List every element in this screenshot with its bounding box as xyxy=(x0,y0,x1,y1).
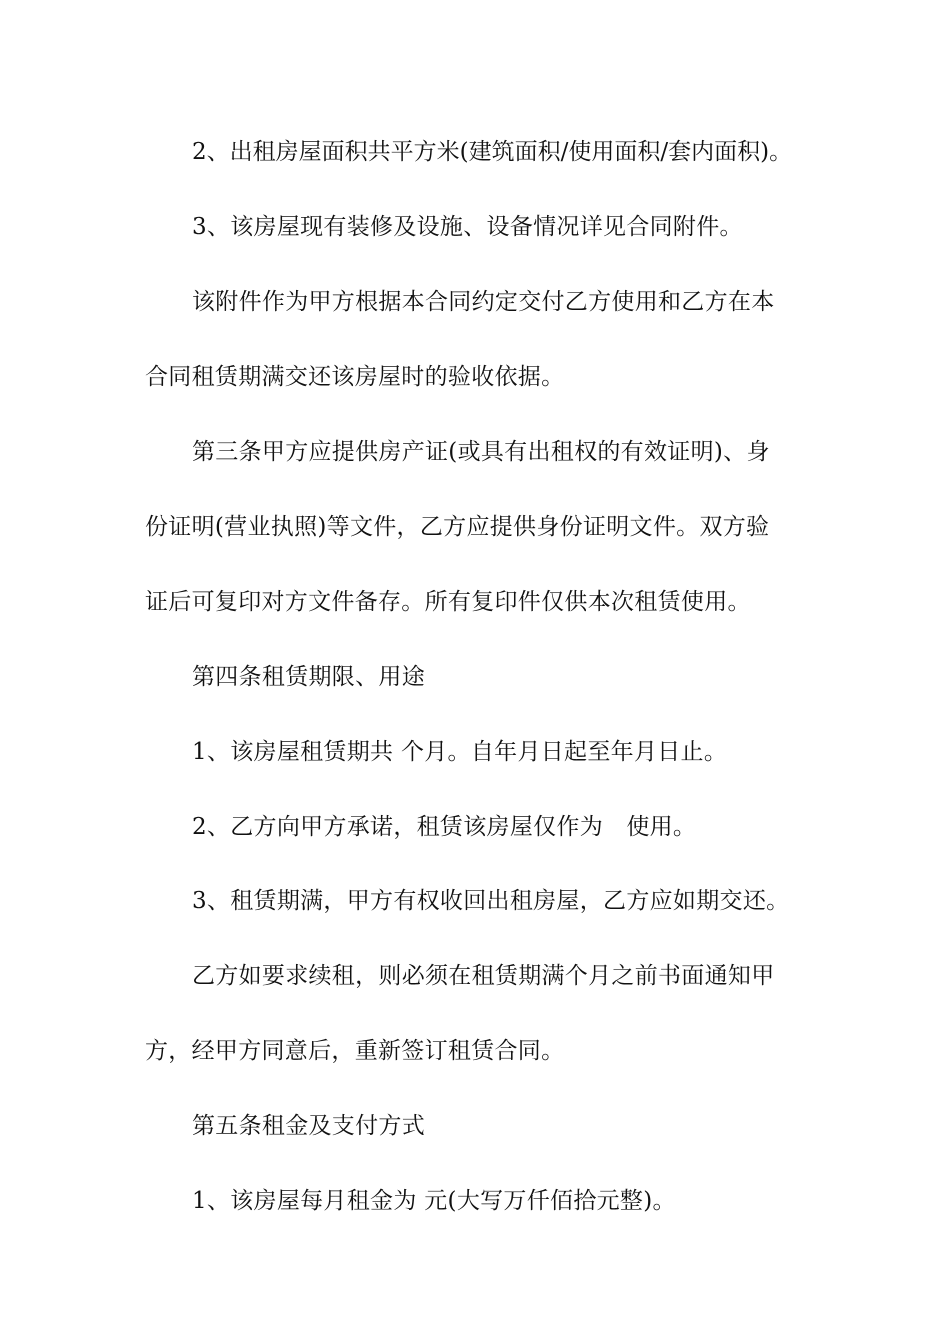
paragraph-line: 1、该房屋租赁期共 个月。自年月日起至年月日止。 xyxy=(192,739,728,765)
section-heading: 第五条租金及支付方式 xyxy=(192,1113,425,1139)
paragraph-line: 2、出租房屋面积共平方米(建筑面积/使用面积/套内面积)。 xyxy=(192,139,793,165)
paragraph-line: 乙方如要求续租，则必须在租赁期满个月之前书面通知甲 xyxy=(192,963,775,989)
paragraph-line: 2、乙方向甲方承诺，租赁该房屋仅作为 使用。 xyxy=(192,814,697,840)
paragraph-line: 份证明(营业执照)等文件，乙方应提供身份证明文件。双方验 xyxy=(145,514,770,540)
paragraph-line: 方，经甲方同意后，重新签订租赁合同。 xyxy=(145,1038,565,1064)
paragraph-line: 3、租赁期满，甲方有权收回出租房屋，乙方应如期交还。 xyxy=(192,888,790,914)
paragraph-line: 3、该房屋现有装修及设施、设备情况详见合同附件。 xyxy=(192,214,743,240)
paragraph-line: 该附件作为甲方根据本合同约定交付乙方使用和乙方在本 xyxy=(192,289,775,315)
paragraph-line: 证后可复印对方文件备存。所有复印件仅供本次租赁使用。 xyxy=(145,589,751,615)
paragraph-line: 1、该房屋每月租金为 元(大写万仟佰拾元整)。 xyxy=(192,1188,676,1214)
paragraph-line: 合同租赁期满交还该房屋时的验收依据。 xyxy=(145,364,565,390)
paragraph-line: 第三条甲方应提供房产证(或具有出租权的有效证明)、身 xyxy=(192,439,770,465)
section-heading: 第四条租赁期限、用途 xyxy=(192,664,425,690)
